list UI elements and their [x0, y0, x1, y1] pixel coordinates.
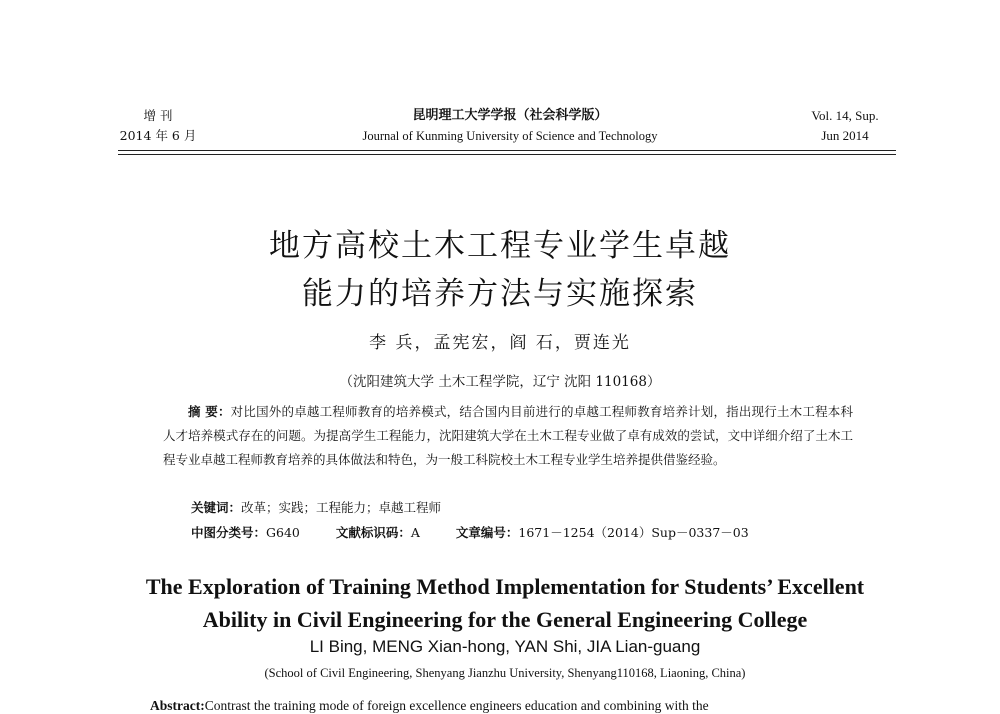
header-date-cn: 2014 年 6 月	[119, 128, 197, 143]
journal-name-en: Journal of Kunming University of Science and Technology	[362, 129, 658, 143]
abstract-cn-text: 对比国外的卓越工程师教育的培养模式，结合国内目前进行的卓越工程师教育培养计划，指出现行土木工程本科人才培养模式存在的问题。为提高学生工程能力，沈阳建筑大学在土木工程专业做了卓有成效的尝试，文中详细介绍了土木工程专业卓越工程师教育培养的具体做法和特色，为一般工科院校土木工程专业学生培养提供借鉴经验。	[163, 404, 853, 467]
keywords-label: 关键词：	[191, 500, 242, 515]
authors-en: LI Bing, MENG Xian-hong, YAN Shi, JIA Lian-guang	[309, 637, 701, 656]
affiliation-en: (School of Civil Engineering, Shenyang Jianzhu University, Shenyang110168, Liaoning, China)	[264, 666, 746, 680]
header-volume: Vol. 14, Sup.	[811, 108, 879, 123]
doc-value: A	[410, 525, 420, 540]
header-date-en: Jun 2014	[821, 128, 869, 143]
doc-label: 文献标识码：	[335, 525, 411, 540]
article-value: 1671－1254（2014）Sup－0337－03	[518, 525, 749, 540]
header-volume-info	[790, 106, 900, 146]
clc-number	[191, 523, 300, 543]
abstract-en-label: Abstract:	[150, 698, 205, 713]
paper-title-en	[100, 570, 910, 636]
classification-line	[191, 523, 851, 543]
title-en-line-1: The Exploration of Training Method Implementation for Students’ Excellent	[145, 574, 865, 599]
article-label: 文章编号：	[455, 525, 519, 540]
clc-label: 中图分类号：	[191, 525, 267, 540]
article-number	[456, 523, 749, 543]
abstract-en-text: Contrast the training mode of foreign excellence engineers education and combining with the	[204, 698, 709, 713]
authors-cn: 李 兵，孟宪宏，阎 石，贾连光	[369, 333, 631, 353]
keywords-text: 改革；实践；工程能力；卓越工程师	[241, 500, 442, 515]
keywords-cn	[191, 498, 851, 518]
header-issue-info	[118, 106, 198, 146]
header-rule-top	[118, 150, 896, 151]
paper-title-cn	[150, 222, 850, 318]
header-rule-bottom	[118, 154, 896, 155]
abstract-cn	[163, 400, 853, 472]
journal-name-cn: 昆明理工大学学报（社会科学版）	[412, 108, 608, 123]
title-cn-line-2: 能力的培养方法与实施探索	[302, 276, 698, 312]
title-en-line-2: Ability in Civil Engineering for the General Engineering College	[202, 607, 808, 632]
document-code	[336, 523, 420, 543]
affiliation-cn: （沈阳建筑大学 土木工程学院，辽宁 沈阳 110168）	[339, 374, 661, 390]
header-supplement: 增 刊	[143, 108, 173, 123]
title-cn-line-1: 地方高校土木工程专业学生卓越	[269, 228, 731, 264]
clc-value: G640	[266, 525, 300, 540]
header-journal	[300, 106, 720, 146]
abstract-cn-label: 摘 要：	[188, 404, 231, 419]
